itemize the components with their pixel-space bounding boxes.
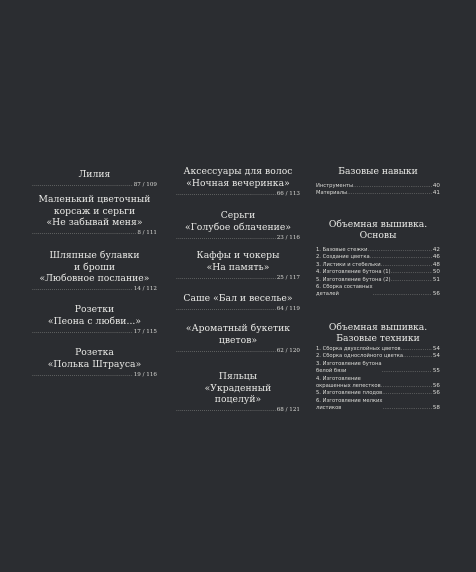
leader-dots [401, 346, 432, 353]
leader-dots [382, 390, 432, 397]
page-number: 51 [432, 276, 440, 283]
item-text: 6. Изготовление мелких листиков [316, 397, 383, 412]
leader-dots [176, 406, 276, 414]
leader-dots [32, 371, 133, 379]
page-numbers: 68 / 121 [276, 407, 300, 413]
leader-dots [383, 405, 432, 412]
item-text: Материалы [316, 190, 348, 197]
page-number: 56 [432, 390, 440, 397]
entry-pages [176, 347, 300, 355]
leader-dots [373, 291, 432, 298]
toc-entry [176, 293, 300, 313]
leader-dots [353, 183, 432, 190]
list-item [316, 284, 440, 299]
page-number: 46 [432, 254, 440, 261]
section-embroidery-techniques [316, 322, 440, 413]
page-numbers: 14 / 112 [133, 286, 157, 292]
item-text: 3. Изготовление бутона белой бязи [316, 360, 382, 375]
page-number: 54 [432, 353, 440, 360]
list-item [316, 247, 440, 254]
leader-dots [176, 347, 276, 355]
leader-dots [381, 383, 432, 390]
toc-entry [176, 166, 300, 198]
item-text: 4. Изготовление окрашенных лепестков [316, 375, 381, 390]
section-embroidery-basics [316, 219, 440, 299]
entry-pages [176, 406, 300, 414]
list-item [316, 254, 440, 261]
page-number: 56 [432, 383, 440, 390]
entry-title: Шляпные булавки и броши «Любовное послание» [39, 250, 150, 284]
entry-pages [176, 190, 300, 198]
toc-entry [32, 347, 157, 379]
section-title: Базовые навыки [338, 166, 418, 177]
leader-dots [32, 285, 133, 293]
list-item [316, 190, 440, 197]
section-list [316, 247, 440, 299]
list-item [316, 398, 440, 413]
page-numbers: 23 / 116 [276, 234, 300, 241]
leader-dots [368, 247, 432, 254]
entry-title: Серьги «Голубое облачение» [184, 210, 292, 233]
item-text: 5. Изготовление бутона (2) [316, 276, 391, 283]
leader-dots [176, 305, 276, 313]
toc-entry [32, 250, 157, 293]
item-text: 1. Сборка двухслойных цветов [316, 346, 401, 352]
page-number: 40 [432, 183, 440, 189]
item-text: Инструменты [316, 183, 354, 189]
toc-entry [32, 169, 157, 189]
toc-entry [32, 194, 157, 237]
page-number: 56 [432, 291, 440, 298]
toc-entry [176, 371, 300, 414]
item-text: 1. Базовые стежки [316, 247, 368, 253]
page-number: 48 [432, 261, 440, 268]
page-numbers: 8 / 111 [137, 230, 157, 236]
section-title: Объемная вышивка. Базовые техники [328, 322, 428, 344]
list-item [316, 269, 440, 276]
entry-pages [32, 181, 157, 189]
section-title: Объемная вышивка. Основы [328, 219, 428, 241]
page-numbers: 62 / 120 [276, 347, 300, 354]
page-number: 58 [432, 405, 440, 412]
item-text: 2. Сборка однослойного цветка [316, 353, 404, 360]
item-text: 6. Сборка составных деталей [316, 284, 373, 298]
toc-entry [32, 304, 157, 336]
leader-dots [176, 234, 276, 242]
entry-title: Пяльцы «Украденный поцелуй» [204, 371, 272, 405]
entry-pages [176, 274, 300, 282]
list-item [316, 353, 440, 360]
list-item [316, 376, 440, 391]
leader-dots [32, 229, 136, 237]
toc-entry [176, 210, 300, 242]
leader-dots [382, 368, 432, 375]
list-item [316, 390, 440, 397]
entry-pages [32, 328, 157, 336]
entry-title: Лилия [78, 169, 111, 180]
toc-entry [176, 250, 300, 282]
leader-dots [347, 190, 432, 197]
entry-pages [176, 305, 300, 313]
item-text: 4. Изготовление бутона (1) [316, 269, 391, 276]
entry-pages [176, 234, 300, 242]
page-numbers: 19 / 116 [133, 371, 157, 378]
entry-title: Розетки «Пеона с любви...» [47, 304, 142, 327]
item-text: 5. Изготовление плодов [316, 390, 383, 397]
section-list [316, 346, 440, 413]
section-basics [316, 166, 440, 198]
page-numbers: 87 / 109 [133, 182, 157, 188]
item-text: 2. Создание цветка [316, 254, 370, 261]
leader-dots [381, 262, 432, 269]
entry-title: «Ароматный букетик цветов» [185, 323, 291, 346]
entry-title: Аксессуары для волос «Ночная вечеринка» [183, 166, 293, 189]
entry-pages [32, 371, 157, 379]
entry-title: Розетка «Полька Штрауса» [47, 347, 142, 370]
entry-title: Маленький цветочный корсаж и серьги «Не забывай меня» [38, 194, 151, 228]
page-numbers: 25 / 117 [276, 274, 300, 281]
leader-dots [391, 277, 432, 284]
leader-dots [391, 269, 432, 276]
leader-dots [176, 190, 276, 198]
entry-title: Саше «Бал и веселье» [183, 293, 293, 304]
page-numbers: 66 / 113 [276, 190, 300, 197]
list-item [316, 183, 440, 190]
leader-dots [403, 353, 432, 360]
entry-pages [32, 229, 157, 237]
page-number: 41 [432, 190, 440, 197]
page-number: 42 [432, 247, 440, 253]
page-number: 54 [432, 346, 440, 352]
list-item [316, 361, 440, 376]
page-number: 50 [432, 269, 440, 276]
leader-dots [32, 181, 133, 189]
page-number: 55 [432, 368, 440, 375]
page-numbers: 64 / 119 [276, 306, 300, 312]
entry-pages [32, 285, 157, 293]
entry-title: Каффы и чокеры «На память» [196, 250, 280, 273]
section-list [316, 183, 440, 198]
list-item [316, 262, 440, 269]
leader-dots [176, 274, 276, 282]
item-text: 3. Листики и стебельки [316, 261, 381, 268]
toc-entry [176, 323, 300, 355]
list-item [316, 277, 440, 284]
leader-dots [32, 328, 133, 336]
leader-dots [370, 254, 432, 261]
page-numbers: 17 / 115 [133, 328, 157, 335]
